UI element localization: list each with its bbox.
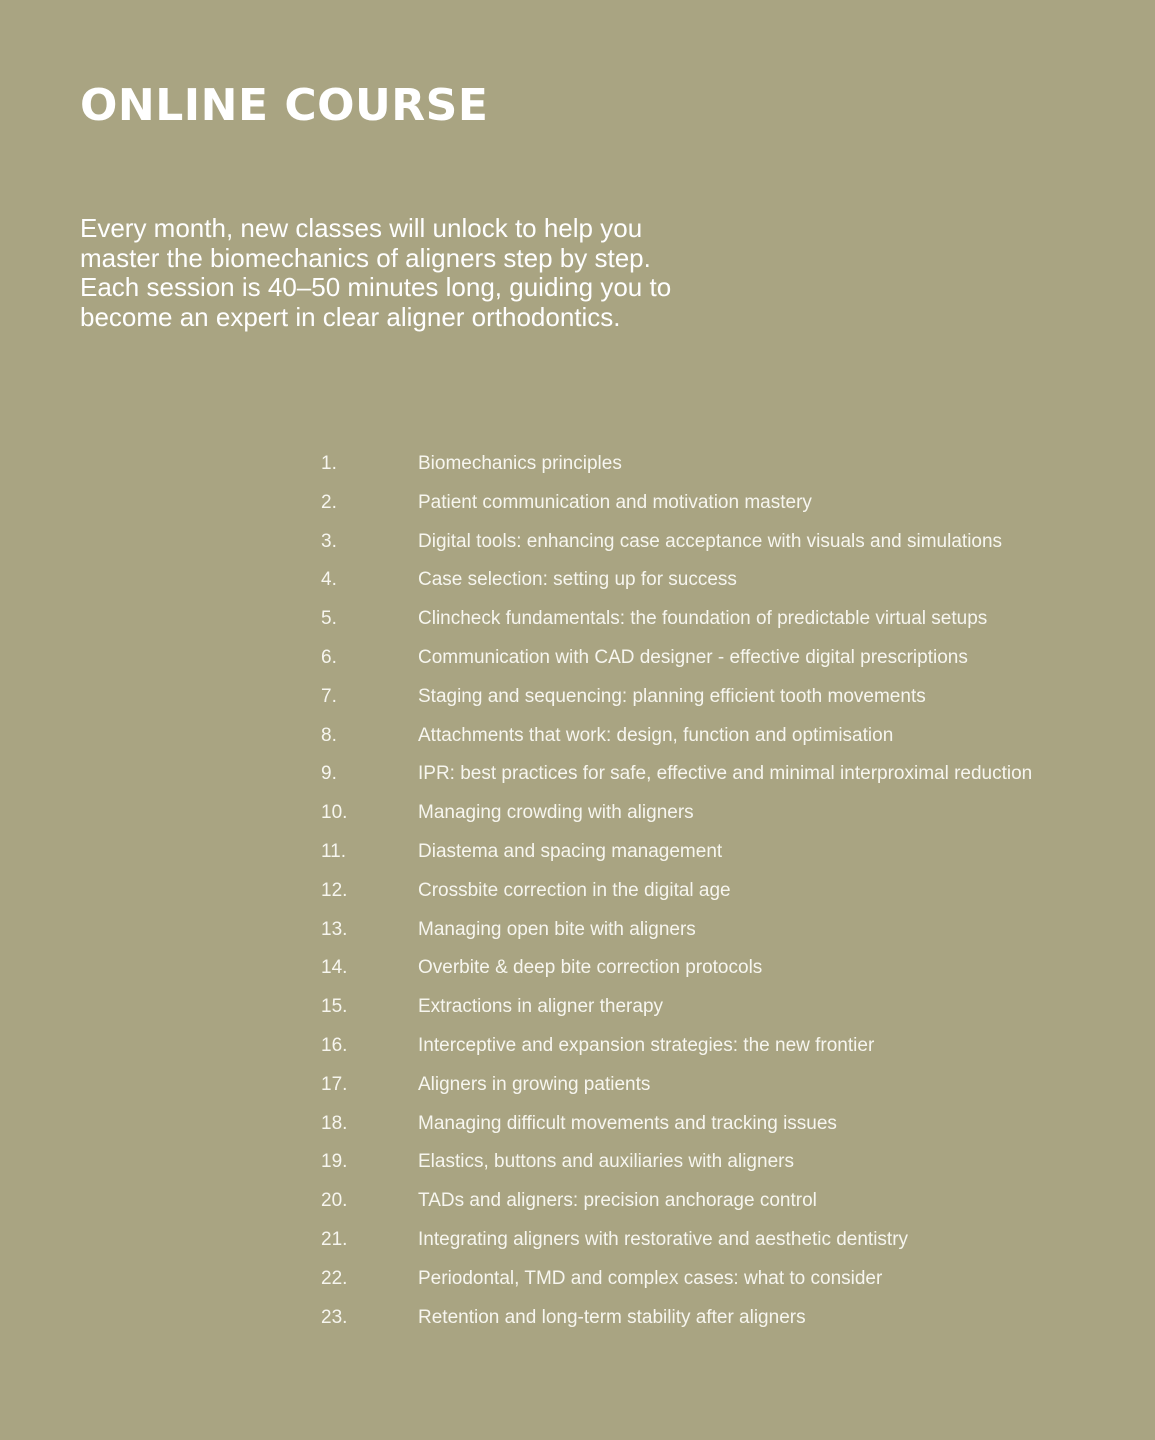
session-title: Digital tools: enhancing case acceptance with visuals and simulations [418, 530, 1003, 552]
session-number: 11. [321, 840, 347, 862]
session-title: Patient communication and motivation mastery [418, 491, 812, 513]
session-item [321, 918, 1121, 942]
session-title: Overbite & deep bite correction protocols [418, 957, 763, 979]
session-number: 16. [321, 1034, 348, 1056]
session-title: Communication with CAD designer - effective digital prescriptions [418, 646, 968, 668]
session-item [321, 724, 1121, 748]
intro-line: become an expert in clear aligner orthodontics. [80, 301, 621, 332]
session-number: 14. [321, 957, 348, 979]
session-number: 22. [321, 1267, 348, 1289]
session-number: 10. [321, 802, 348, 824]
session-number: 4. [321, 569, 337, 591]
session-number: 7. [321, 685, 337, 707]
session-number: 19. [321, 1151, 348, 1173]
session-item [321, 646, 1121, 670]
session-title: Managing crowding with aligners [418, 802, 694, 824]
session-item [321, 956, 1121, 980]
session-number: 13. [321, 918, 348, 940]
session-item [321, 568, 1121, 592]
session-item [321, 840, 1121, 864]
session-item [321, 452, 1121, 476]
session-item [321, 530, 1121, 554]
session-number: 18. [321, 1112, 348, 1134]
session-title: Elastics, buttons and auxiliaries with aligners [418, 1151, 794, 1173]
session-item [321, 1150, 1121, 1174]
session-item [321, 1228, 1121, 1252]
intro-line: master the biomechanics of aligners step by step. [80, 242, 651, 273]
session-number: 6. [321, 646, 337, 668]
session-title: Extractions in aligner therapy [418, 996, 664, 1018]
session-item [321, 801, 1121, 825]
session-title: IPR: best practices for safe, effective and minimal interproximal reduction [418, 763, 1033, 785]
session-number: 2. [321, 491, 337, 513]
session-title: Case selection: setting up for success [418, 569, 737, 591]
session-item [321, 1189, 1121, 1213]
session-item [321, 879, 1121, 903]
session-title: Clincheck fundamentals: the foundation of predictable virtual setups [418, 608, 988, 630]
session-title: Biomechanics principles [418, 453, 622, 474]
session-number: 15. [321, 996, 348, 1018]
session-title: Integrating aligners with restorative and aesthetic dentistry [418, 1228, 909, 1250]
session-number: 12. [321, 879, 348, 901]
session-item [321, 1034, 1121, 1058]
session-title: Managing open bite with aligners [418, 918, 696, 940]
session-number: 9. [321, 763, 337, 785]
session-item [321, 1112, 1121, 1136]
session-number: 21. [321, 1228, 348, 1250]
session-number: 17. [321, 1073, 348, 1095]
intro-line: Each session is 40–50 minutes long, guiding you to [80, 272, 672, 302]
session-title: Aligners in growing patients [418, 1073, 651, 1095]
session-number: 5. [321, 608, 337, 630]
session-title: Attachments that work: design, function and optimisation [418, 724, 894, 746]
session-number: 8. [321, 724, 337, 746]
session-number: 20. [321, 1190, 348, 1212]
session-item [321, 762, 1121, 786]
session-title: Periodontal, TMD and complex cases: what to consider [418, 1267, 883, 1289]
session-title: Interceptive and expansion strategies: the new frontier [418, 1034, 875, 1056]
session-list [321, 452, 1121, 1344]
session-number: 1. [321, 453, 337, 474]
session-title: Retention and long-term stability after aligners [418, 1306, 806, 1328]
session-item [321, 491, 1121, 515]
session-item [321, 685, 1121, 709]
intro-paragraph [80, 214, 780, 332]
session-number: 3. [321, 530, 337, 552]
session-item [321, 995, 1121, 1019]
session-item [321, 1073, 1121, 1097]
session-item [321, 1267, 1121, 1291]
session-item [321, 1306, 1121, 1330]
session-title: Diastema and spacing management [418, 840, 723, 862]
session-title: Staging and sequencing: planning efficient tooth movements [418, 685, 926, 707]
session-title: Managing difficult movements and tracking issues [418, 1112, 837, 1134]
session-item [321, 607, 1121, 631]
session-title: TADs and aligners: precision anchorage control [418, 1190, 817, 1212]
session-title: Crossbite correction in the digital age [418, 879, 731, 901]
page-title: ONLINE COURSE [80, 80, 489, 131]
session-number: 23. [321, 1306, 348, 1328]
intro-line: Every month, new classes will unlock to help you [80, 213, 643, 243]
